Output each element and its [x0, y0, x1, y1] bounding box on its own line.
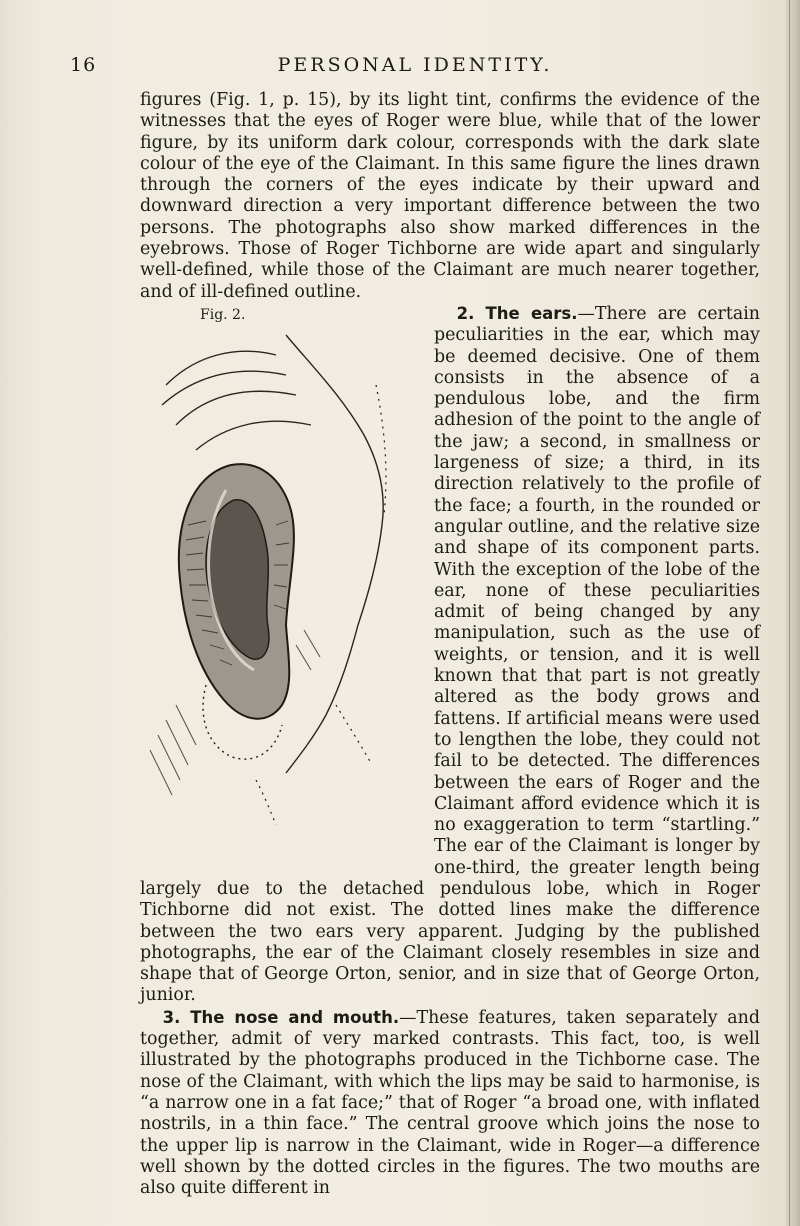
- figure-2: [136, 305, 428, 865]
- section-heading-ears: 2. The ears.: [456, 303, 578, 323]
- page-header: [70, 54, 760, 84]
- page-edge: [786, 0, 800, 1226]
- figure-caption: Fig. 2.: [200, 306, 246, 323]
- paragraph-nose-mouth: [140, 1007, 760, 1200]
- page-number: 16: [70, 54, 97, 76]
- section-heading-nose-mouth: 3. The nose and mouth.: [162, 1007, 400, 1027]
- paragraph-nose-mouth-text: —These features, taken separately and together, admit of very marked contrasts. This fact, too, is well illustrated by the photographs produced in the Tichborne case. The nose of the Claimant, with which the lips may be said to harmonise, is “a narrow one in a fat face;” that of Roger “a broad one, with inflated nostrils, in a thin face.” The central groove which joins the nose to the upper lip is narrow in the Claimant, wide in Roger—a difference well shown by the dotted circles in the figures. The two mouths are also quite different in: [140, 1007, 760, 1199]
- paragraph-eyes: figures (Fig. 1, p. 15), by its light tint, confirms the evidence of the witnesses that the eyes of Roger were blue, while that of the lower figure, by its uniform dark colour, corresponds with the dark slate colour of the eye of the Claimant. In this same figure the lines drawn through the corners of the eyes indicate by their upward and downward direction a very important difference between the two persons. The photographs also show marked differences in the eyebrows. Those of Roger Tichborne are wide apart and singularly well-defined, while those of the Claimant are much nearer together, and of ill-defined outline.: [140, 90, 760, 302]
- body-text: [140, 90, 760, 1199]
- paragraph-ears-text: —There are certain peculiarities in the ear, which may be deemed decisive. One of them consists in the absence of a pendulous lobe, and the firm adhesion of the point to the angle of the jaw; a second, in smallness or largeness of size; a third, in its direction relatively to the profile of the face; a fourth, in the rounded or angular outline, and the relative size and shape of its component parts. With the exception of the lobe of the ear, none of these peculiarities admit of being changed by any manipulation, such as the use of weights, or tension, and it is well known that that part is not greatly altered as the body grows and fattens. If artificial means were used to lengthen the lobe, they could not fail to be detected. The differences between the ears of Roger and the Claimant afford evidence which it is no exaggeration to term “startling.” The ear of the Claimant is longer by one-third, the greater length being largely due to the detached pendulous lobe, which in Roger Tichborne did not exist. The dotted lines make the difference between the two ears very apparent. Judging by the published photographs, the ear of the Claimant closely resembles in size and shape that of George Orton, senior, and in size that of George Orton, junior.: [140, 303, 760, 1006]
- running-title: PERSONAL IDENTITY.: [277, 54, 553, 76]
- ear-profile-icon: [136, 325, 426, 865]
